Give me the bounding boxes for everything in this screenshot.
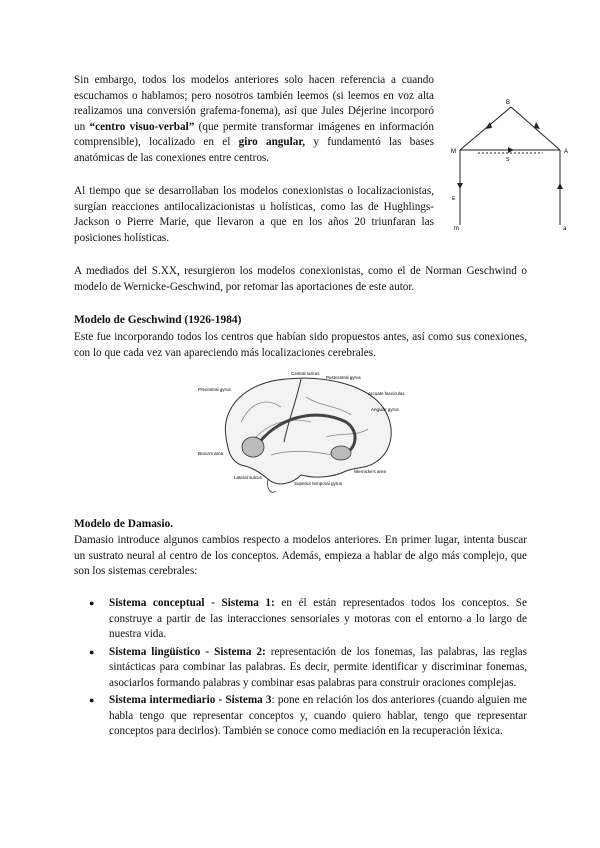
- brocas-area-region: [242, 437, 264, 457]
- diagram-arrow: [485, 122, 492, 129]
- diagram-arrow: [508, 147, 514, 153]
- diagram-label-e: E: [452, 196, 456, 202]
- geschwind-paragraph: Este fue incorporando todos los centros que habían sido propuestos antes, así como sus conexiones, con lo que cada vez van apareciendo más localizaciones cerebrales.: [74, 331, 527, 359]
- diagram-label-b: B: [506, 100, 511, 106]
- system-text: : pone en relación los dos anteriores (cuando alguien me habla tengo que representar conceptos y, cuando quiero hablar, tengo que representar conceptos para decirlos). También se conoce como mediación en la recuperación léxica.: [109, 694, 527, 737]
- diagram-label-m: M: [451, 149, 456, 155]
- damasio-paragraph: Damasio introduce algunos cambios respecto a modelos anteriores. En primer lugar, intenta buscar un sustrato neural al centro de los conceptos. Además, empieza a hablar de algo más complejo, que son los sistemas cerebrales:: [74, 534, 527, 577]
- list-item: [89, 645, 527, 692]
- label-brocas-area: Broca's area: [198, 451, 224, 456]
- diagram-arrow: [557, 183, 563, 189]
- damasio-systems-list: [89, 596, 527, 742]
- list-item: [89, 596, 527, 643]
- intro-text-a: Sin embargo, todos los modelos anteriores solo hacen referencia a cuando escuchamos o hablamos; pero nosotros también leemos (si leemos en voz alta realizamos una conversión grafema-fonema), así que Jules Déjerine incorporó un: [74, 74, 434, 133]
- intro-text-c: y fundamentó las bases anatómicas de las conexiones entre centros.: [74, 136, 434, 164]
- diagram-label-a-lower: a: [563, 226, 567, 232]
- intro-paragraph-2: Al tiempo que se desarrollaban los modelos conexionistas o localizacionistas, surgían reacciones antilocalizacionistas u holísticas, como las de Hughlings-Jackson o Pierre Marie, que llevaron a que en los años 20 triunfaran las posiciones holísticas.: [74, 185, 434, 244]
- system-text: representación de los fonemas, las palabras, las reglas sintácticas para combinar las palabras. Es decir, permite identificar y discriminar fonemas, asociarlos formando palabras y combinar esas palabras para construir oraciones complejas.: [109, 645, 527, 689]
- list-item: [89, 693, 527, 740]
- intro-paragraph-3: A mediados del S.XX, resurgieron los modelos conexionistas, como el de Norman Geschwind o modelo de Wernicke-Geschwind, por retomar las aportaciones de este autor.: [74, 265, 527, 293]
- geschwind-brain-figure: [196, 367, 406, 497]
- diagram-label-s: S: [506, 157, 510, 163]
- label-wernickes-area: Wernicke's area: [354, 469, 387, 474]
- label-precentral-gyrus: Precentral gyrus: [198, 387, 231, 392]
- intro-paragraph-1: [74, 73, 434, 166]
- label-lateral-sulcus: Lateral sulcus: [234, 475, 262, 480]
- geschwind-heading: Modelo de Geschwind (1926-1984): [74, 314, 242, 326]
- diagram-arrow: [534, 122, 540, 129]
- wernickes-area-region: [331, 446, 351, 460]
- centro-visuo-verbal-term: “centro visuo-verbal”: [89, 120, 195, 133]
- diagram-arrow: [457, 183, 463, 189]
- label-superior-temporal-gyrus: Superior temporal gyrus: [294, 481, 343, 486]
- label-arcuate-fasciculus: Arcuate fasciculus: [368, 391, 405, 396]
- system-title: Sistema intermediario - Sistema 3: [109, 694, 272, 706]
- system-title: Sistema conceptual - Sistema 1:: [109, 597, 275, 609]
- connection-diagram: [448, 95, 578, 235]
- intro-text-b: (que permite transformar imágenes en información comprensible), localizado en el: [74, 120, 434, 148]
- label-central-sulcus: Central sulcus: [291, 371, 320, 376]
- diagram-line-b-a: [511, 107, 560, 150]
- giro-angular-term: giro angular,: [238, 136, 306, 148]
- damasio-heading: Modelo de Damasio.: [74, 518, 174, 530]
- system-text: en él están representados todos los conceptos. Se construye a partir de las interacciones sensoriales y motoras con el entorno a lo largo de nuestra vida.: [109, 597, 527, 640]
- diagram-label-m-lower: m: [454, 226, 459, 232]
- diagram-label-a: A: [564, 149, 569, 155]
- label-angular-gyrus: Angular gyrus: [371, 407, 399, 412]
- system-title: Sistema lingüístico - Sistema 2:: [109, 645, 266, 658]
- label-postcentral-gyrus: Postcentral gyrus: [326, 375, 361, 380]
